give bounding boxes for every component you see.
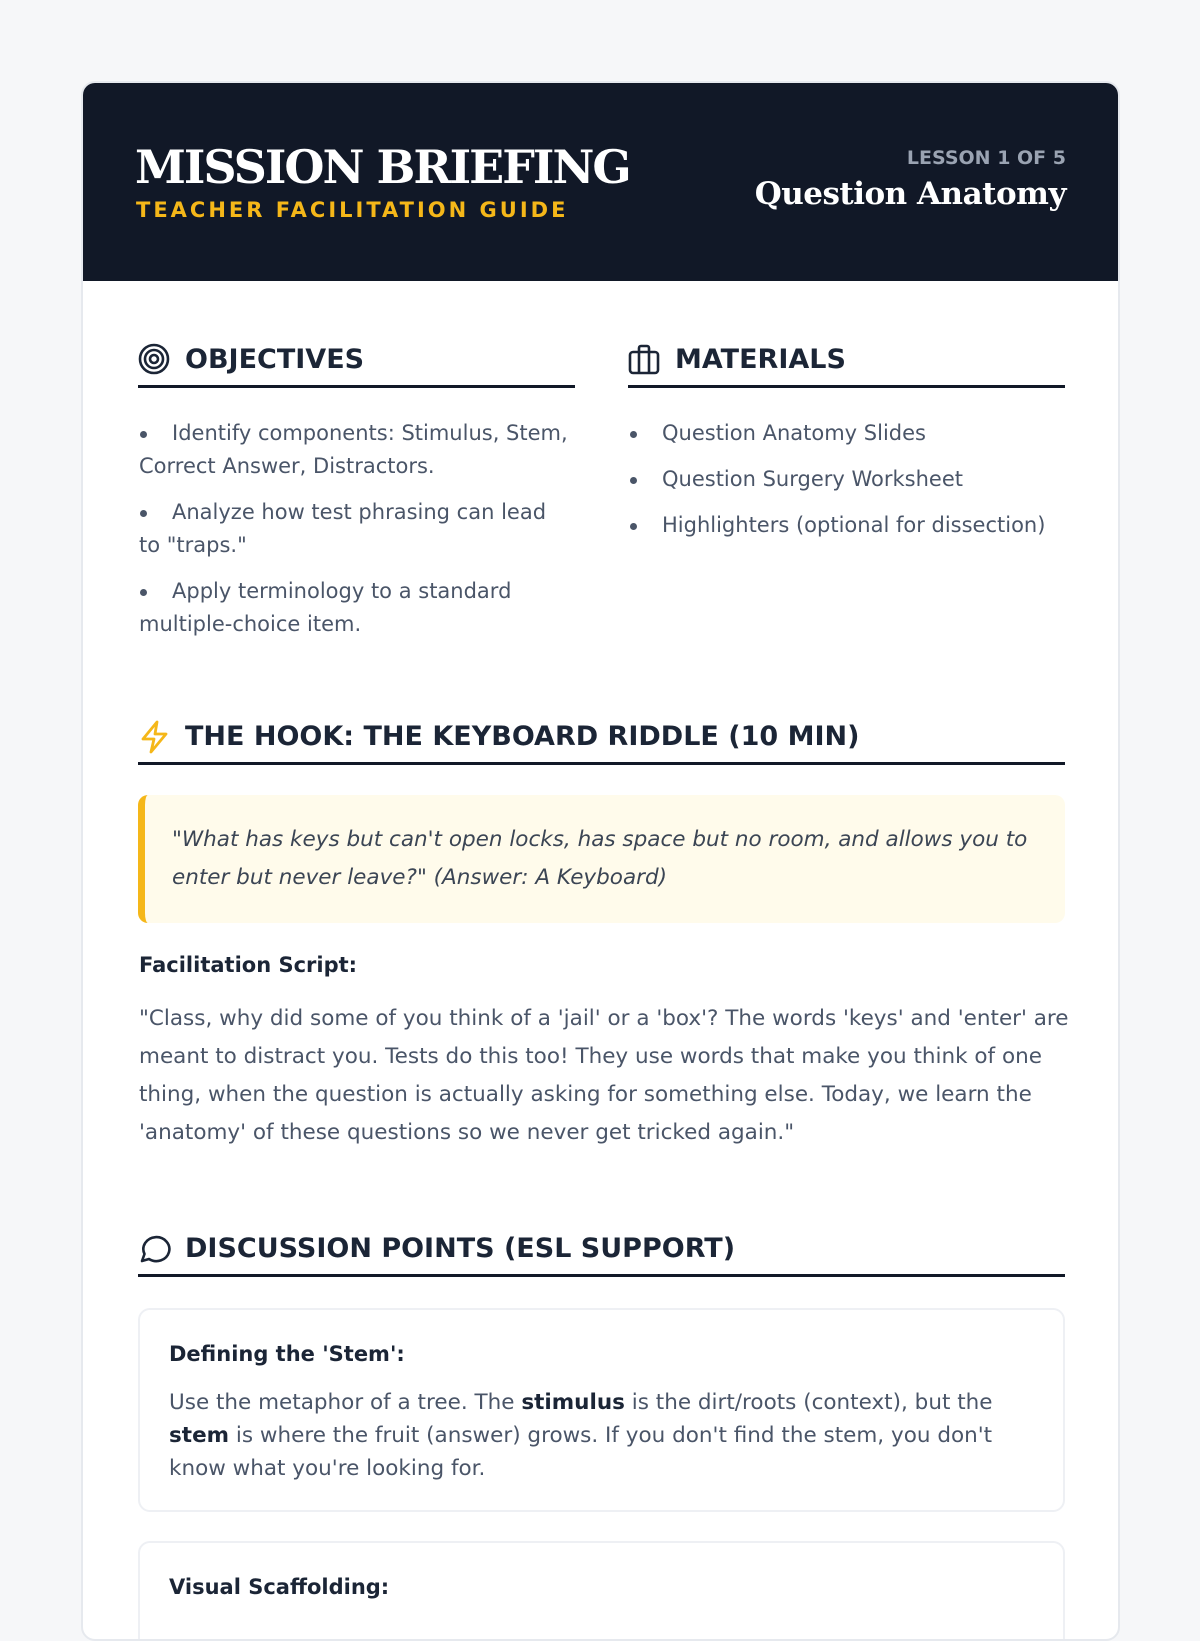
objectives-title: OBJECTIVES [185, 344, 365, 375]
page-title: MISSION BRIEFING [135, 140, 630, 194]
script-label: Facilitation Script: [139, 953, 358, 977]
materials-title: MATERIALS [675, 344, 846, 375]
lightning-icon [138, 720, 172, 754]
facilitation-script: "Class, why did some of you think of a 'jail' or a 'box'? The words 'keys' and 'enter' are meant to distract you. Tests do this too! They use words that make you think of one thing, when the question is actually asking for something else. Today, we learn the 'anatomy' of these questions so we never get tricked again." [139, 1006, 1069, 1145]
discussion-card-visual [138, 1541, 1065, 1641]
discussion-card-title: Visual Scaffolding: [169, 1575, 390, 1599]
target-icon [138, 343, 172, 377]
objective-item: Identify components: Stimulus, Stem, Correct Answer, Distractors. [139, 417, 569, 483]
speech-bubble-icon [138, 1232, 172, 1266]
discussion-card-title: Defining the 'Stem': [169, 1342, 405, 1366]
materials-heading [628, 340, 1065, 388]
discussion-card-body: Use the metaphor of a tree. The stimulus is the dirt/roots (context), but the stem is where the fruit (answer) grows. If you don't find the stem, you don't know what you're looking for. [169, 1390, 993, 1481]
header [83, 83, 1118, 281]
briefing-card [81, 81, 1120, 1641]
objective-item: Analyze how test phrasing can lead to "traps." [139, 496, 569, 562]
hook-title: THE HOOK: THE KEYBOARD RIDDLE (10 MIN) [185, 721, 860, 752]
discussion-title: DISCUSSION POINTS (ESL SUPPORT) [185, 1233, 736, 1264]
discussion-heading [138, 1229, 1065, 1277]
discussion-card-stem [138, 1308, 1065, 1512]
material-item: Highlighters (optional for dissection) [629, 509, 1069, 542]
riddle-quote: "What has keys but can't open locks, has space but no room, and allows you to enter but never leave?" (Answer: A Keyboard) [138, 795, 1065, 923]
page-subtitle: TEACHER FACILITATION GUIDE [136, 198, 569, 222]
objectives-heading [138, 340, 575, 388]
materials-list [629, 417, 1069, 555]
hook-heading [138, 717, 1065, 765]
lesson-counter: LESSON 1 OF 5 [906, 147, 1066, 169]
objective-item: Apply terminology to a standard multiple-choice item. [139, 575, 569, 641]
material-item: Question Surgery Worksheet [629, 463, 1069, 496]
briefcase-icon [628, 343, 662, 377]
objectives-list [139, 417, 569, 654]
material-item: Question Anatomy Slides [629, 417, 1069, 450]
lesson-topic: Question Anatomy [754, 176, 1066, 212]
